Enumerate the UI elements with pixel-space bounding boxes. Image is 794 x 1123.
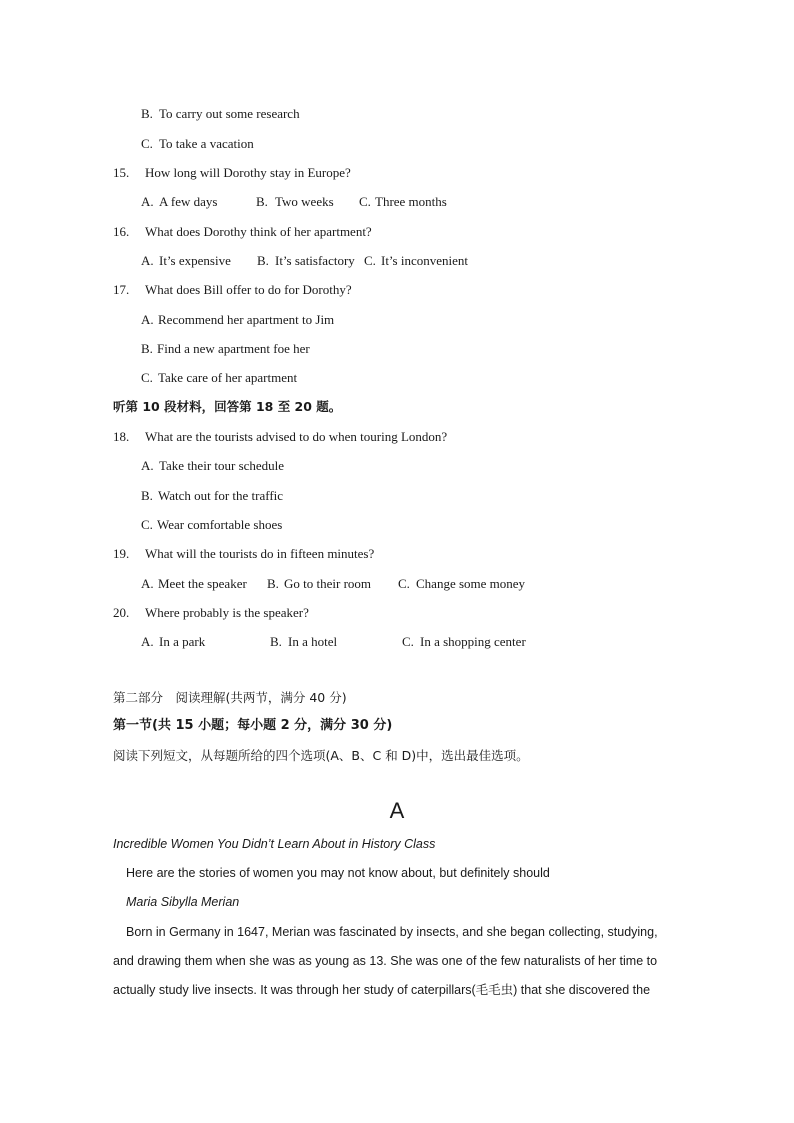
option-text: It’s inconvenient bbox=[381, 253, 469, 268]
question-number: 16. bbox=[113, 224, 130, 239]
option-text: Find a new apartment foe her bbox=[157, 341, 310, 356]
passage-title: Incredible Women You Didn’t Learn About in History Class bbox=[113, 837, 436, 851]
option-label: C. bbox=[364, 253, 376, 268]
option-label: C. bbox=[141, 517, 153, 532]
question-text: What does Dorothy think of her apartment? bbox=[145, 224, 372, 239]
option-text: Meet the speaker bbox=[158, 576, 247, 591]
question-number: 18. bbox=[113, 429, 130, 444]
option-label: B. bbox=[141, 106, 153, 121]
question-number: 15. bbox=[113, 165, 130, 180]
option-label: A. bbox=[141, 194, 154, 209]
option-text: A few days bbox=[159, 194, 218, 209]
question-number: 17. bbox=[113, 282, 130, 297]
section-heading: 第一节(共 15 小题；每小题 2 分，满分 30 分) bbox=[113, 718, 393, 733]
option-text: In a shopping center bbox=[420, 634, 526, 649]
option-label: B. bbox=[267, 576, 279, 591]
option-label: C. bbox=[359, 194, 371, 209]
option-text: It’s satisfactory bbox=[275, 253, 355, 268]
option-label: C. bbox=[141, 136, 153, 151]
question-text: What does Bill offer to do for Dorothy? bbox=[145, 282, 352, 297]
option-label: A. bbox=[141, 253, 154, 268]
option-text: Watch out for the traffic bbox=[158, 488, 284, 503]
option-label: B. bbox=[257, 253, 269, 268]
question-text: How long will Dorothy stay in Europe? bbox=[145, 165, 351, 180]
option-label: B. bbox=[141, 341, 153, 356]
option-text: Two weeks bbox=[275, 194, 334, 209]
option-label: A. bbox=[141, 458, 154, 473]
option-text: Change some money bbox=[416, 576, 526, 591]
option-label: B. bbox=[256, 194, 268, 209]
option-text: Three months bbox=[375, 194, 447, 209]
option-text: To carry out some research bbox=[159, 106, 300, 121]
passage-intro: Here are the stories of women you may not know about, but definitely should bbox=[126, 866, 550, 880]
option-label: A. bbox=[141, 312, 154, 327]
person-name: Maria Sibylla Merian bbox=[126, 895, 240, 909]
body-line: Born in Germany in 1647, Merian was fascinated by insects, and she began collecting, studying, bbox=[126, 925, 658, 939]
option-text: It’s expensive bbox=[159, 253, 231, 268]
question-text: What are the tourists advised to do when touring London? bbox=[145, 429, 448, 444]
option-text: Take care of her apartment bbox=[158, 370, 298, 385]
body-line: actually study live insects. It was through her study of caterpillars(毛毛虫) that she discovered the bbox=[113, 983, 651, 997]
body-line: and drawing them when she was as young as 13. She was one of the few naturalists of her time to bbox=[113, 954, 658, 968]
option-label: C. bbox=[141, 370, 153, 385]
option-text: Wear comfortable shoes bbox=[157, 517, 283, 532]
question-number: 19. bbox=[113, 546, 130, 561]
question-text: What will the tourists do in fifteen minutes? bbox=[145, 546, 375, 561]
option-text: Recommend her apartment to Jim bbox=[158, 312, 335, 327]
option-text: Take their tour schedule bbox=[159, 458, 285, 473]
option-label: B. bbox=[270, 634, 282, 649]
option-label: B. bbox=[141, 488, 153, 503]
passage-letter: A bbox=[389, 798, 405, 823]
option-label: C. bbox=[402, 634, 414, 649]
question-text: Where probably is the speaker? bbox=[145, 605, 309, 620]
option-label: A. bbox=[141, 634, 154, 649]
option-text: In a hotel bbox=[288, 634, 338, 649]
question-number: 20. bbox=[113, 605, 130, 620]
part-heading: 第二部分 阅读理解(共两节，满分 40 分) bbox=[113, 690, 347, 705]
option-label: A. bbox=[141, 576, 154, 591]
section-10-instruction: 听第 10 段材料，回答第 18 至 20 题。 bbox=[113, 399, 342, 414]
option-text: To take a vacation bbox=[159, 136, 254, 151]
option-label: C. bbox=[398, 576, 410, 591]
reading-instruction: 阅读下列短文，从每题所给的四个选项(A、B、C 和 D)中，选出最佳选项。 bbox=[113, 748, 529, 763]
option-text: Go to their room bbox=[284, 576, 372, 591]
option-text: In a park bbox=[159, 634, 206, 649]
